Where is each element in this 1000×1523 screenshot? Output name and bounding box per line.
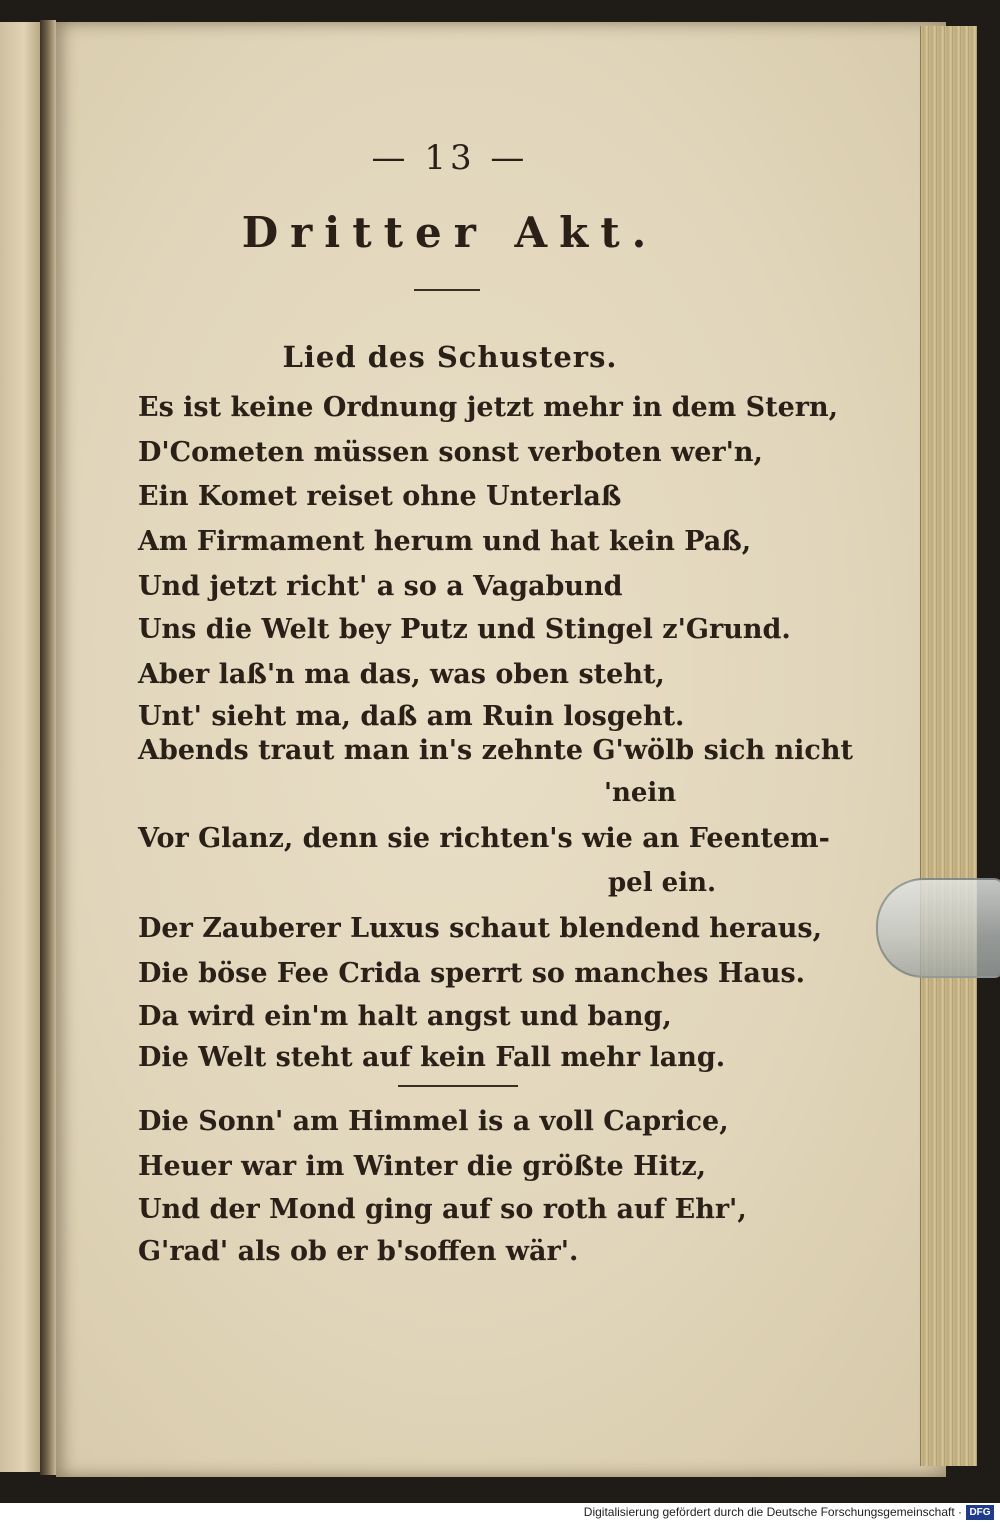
verse-line: Heuer war im Winter die größte Hitz, [138, 1151, 707, 1182]
verse-line: Aber laß'n ma das, was oben steht, [138, 659, 665, 690]
verse-line: Und der Mond ging auf so roth auf Ehr', [138, 1194, 747, 1225]
page-number: — 13 — [371, 138, 529, 178]
verse-line: Die Welt steht auf kein Fall mehr lang. [138, 1042, 726, 1073]
verse-line: Am Firmament herum und hat kein Paß, [138, 526, 752, 557]
facing-page-edge [0, 22, 42, 1472]
verse-line: Uns die Welt bey Putz und Stingel z'Grund. [138, 614, 791, 645]
footer-credit: Digitalisierung gefördert durch die Deutsche Forschungsgemeinschaft · [583, 1505, 962, 1519]
verse-line: Die böse Fee Crida sperrt so manches Haus. [138, 958, 806, 989]
verse-continuation: pel ein. [608, 868, 717, 898]
verse-line: Vor Glanz, denn sie richten's wie an Feentem- [138, 823, 830, 854]
verse-line: Und jetzt richt' a so a Vagabund [138, 571, 623, 602]
title-divider [414, 289, 480, 291]
page-clip [876, 878, 1000, 978]
verse-line: Es ist keine Ordnung jetzt mehr in dem Stern, [138, 392, 838, 423]
verse-line: Da wird ein'm halt angst und bang, [138, 1001, 672, 1032]
act-title: Dritter Akt. [241, 208, 659, 257]
song-title: Lied des Schusters. [282, 340, 618, 374]
verse-line: Die Sonn' am Himmel is a voll Caprice, [138, 1106, 729, 1137]
verse-line: G'rad' als ob er b'soffen wär'. [138, 1236, 579, 1267]
footer-bar [0, 1503, 1000, 1523]
verse-line: D'Cometen müssen sonst verboten wer'n, [138, 437, 763, 468]
page-edge-stack [920, 26, 977, 1466]
verse-continuation: 'nein [604, 778, 677, 808]
verse-line: Der Zauberer Luxus schaut blendend heraus, [138, 913, 823, 944]
verse-line: Unt' sieht ma, daß am Ruin losgeht. [138, 701, 685, 732]
verse-line: Abends traut man in's zehnte G'wölb sich nicht [138, 735, 853, 766]
book-spine [40, 20, 56, 1475]
verse-line: Ein Komet reiset ohne Unterlaß [138, 481, 622, 512]
dfg-logo: DFG [966, 1505, 994, 1520]
verse-divider [398, 1085, 518, 1087]
